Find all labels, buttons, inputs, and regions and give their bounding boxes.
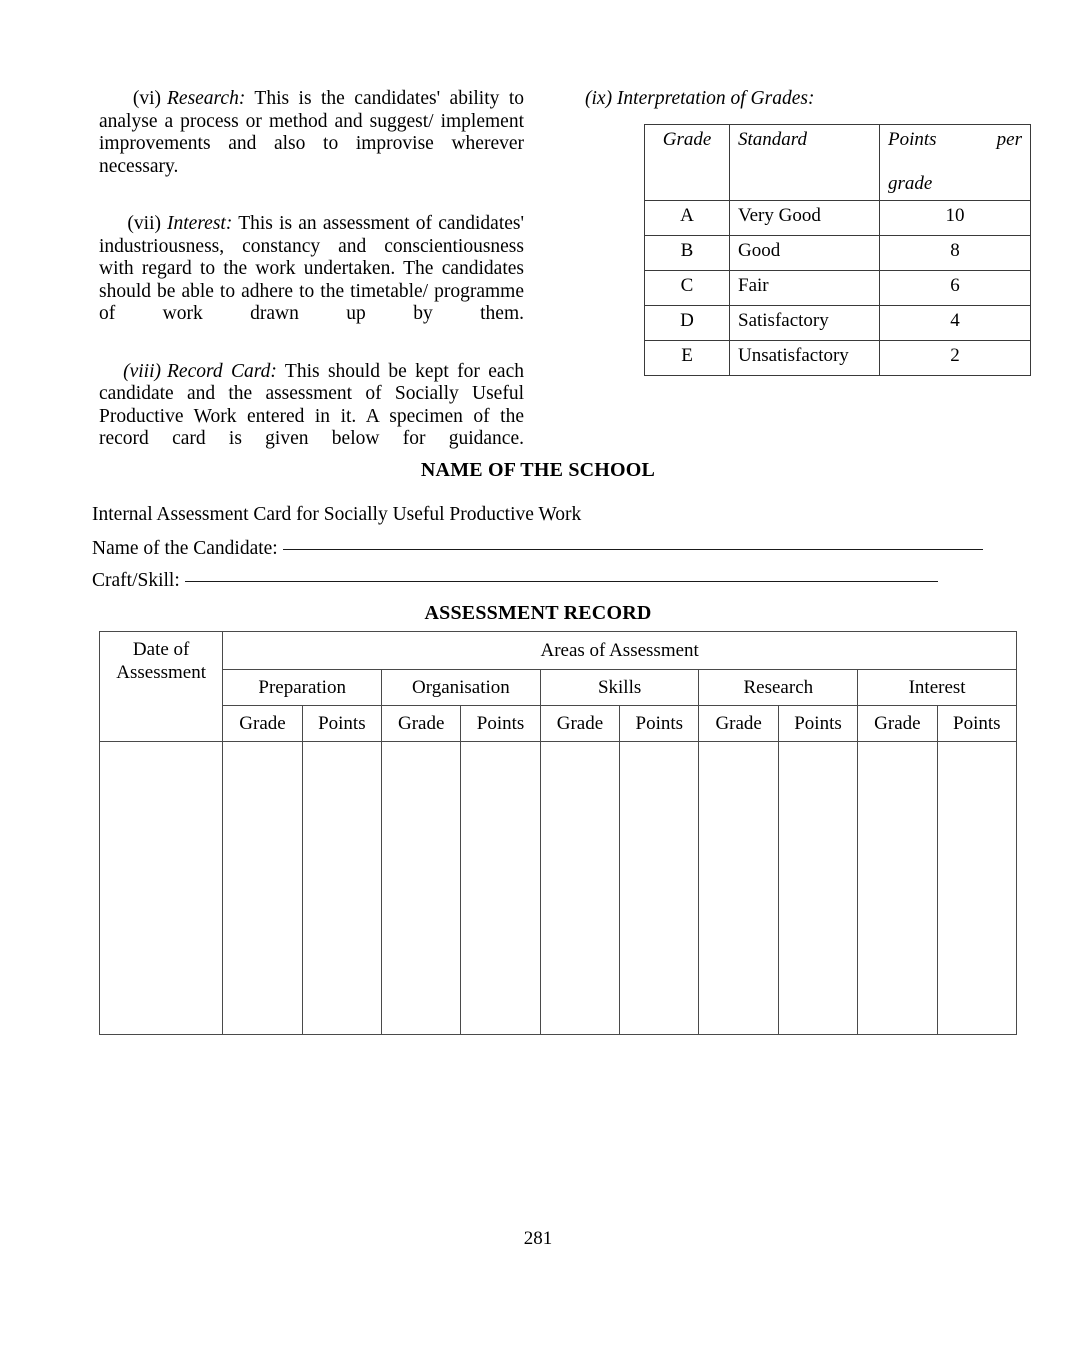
standard-cell: Very Good bbox=[730, 201, 880, 236]
area-header-organisation: Organisation bbox=[382, 670, 541, 706]
craft-skill-field-row bbox=[92, 570, 937, 592]
grades-header-points-word: Points bbox=[888, 129, 937, 150]
list-item bbox=[99, 213, 524, 349]
list-item bbox=[99, 88, 524, 201]
area-header-research: Research bbox=[699, 670, 858, 706]
subheader-points-interest: Points bbox=[937, 706, 1016, 742]
list-item-marker: (vi) bbox=[132, 88, 161, 109]
grades-header-grade: Grade bbox=[645, 125, 730, 201]
list-item-body bbox=[99, 213, 524, 347]
grades-header-points-per-grade bbox=[880, 125, 1031, 201]
grade-cell: E bbox=[645, 341, 730, 376]
area-header-preparation: Preparation bbox=[223, 670, 382, 706]
points-cell: 4 bbox=[880, 306, 1031, 341]
grade-entry-cell[interactable] bbox=[858, 742, 937, 1035]
table-row bbox=[645, 341, 1031, 376]
school-name-heading: NAME OF THE SCHOOL bbox=[420, 459, 656, 481]
grades-header-grade-word: grade bbox=[888, 173, 933, 194]
page-number: 281 bbox=[523, 1228, 553, 1249]
left-text-column bbox=[99, 88, 524, 486]
area-header-skills: Skills bbox=[540, 670, 699, 706]
list-item-body bbox=[99, 361, 524, 472]
standard-cell: Satisfactory bbox=[730, 306, 880, 341]
standard-cell: Fair bbox=[730, 271, 880, 306]
area-header-interest: Interest bbox=[858, 670, 1017, 706]
right-column bbox=[585, 88, 1022, 376]
grade-entry-cell[interactable] bbox=[382, 742, 461, 1035]
assessment-table-body bbox=[100, 742, 1017, 1035]
grades-table-body bbox=[645, 201, 1031, 376]
assessment-table-head bbox=[100, 632, 1017, 742]
grades-table-head bbox=[645, 125, 1031, 201]
date-entry-cell[interactable] bbox=[100, 742, 223, 1035]
candidate-name-label: Name of the Candidate: bbox=[92, 538, 278, 559]
assessment-record-table bbox=[99, 631, 1017, 1035]
grade-entry-cell[interactable] bbox=[699, 742, 778, 1035]
list-item-text: This is the candidates' ability to analyse a process or method and suggest/ implement improvements and also to improvise wherever necessary. bbox=[99, 88, 524, 177]
subheader-points-skills: Points bbox=[620, 706, 699, 742]
grades-interpretation-table bbox=[644, 124, 1031, 376]
interpretation-of-grades-heading: (ix) Interpretation of Grades: bbox=[585, 88, 815, 109]
date-header-line-1: Date of bbox=[132, 639, 190, 660]
grades-header-standard: Standard bbox=[730, 125, 880, 201]
list-item bbox=[99, 361, 524, 474]
areas-of-assessment-header: Areas of Assessment bbox=[223, 632, 1017, 670]
table-row bbox=[645, 201, 1031, 236]
list-item-term: Research: bbox=[167, 88, 246, 109]
grade-entry-cell[interactable] bbox=[223, 742, 302, 1035]
assessment-header-row-3 bbox=[100, 706, 1017, 742]
date-header-line-2: Assessment bbox=[116, 662, 207, 683]
points-cell: 8 bbox=[880, 236, 1031, 271]
points-entry-cell[interactable] bbox=[937, 742, 1016, 1035]
candidate-name-field-row bbox=[92, 538, 937, 560]
craft-skill-label: Craft/Skill: bbox=[92, 570, 180, 591]
internal-assessment-card-line: Internal Assessment Card for Socially Useful Productive Work bbox=[92, 504, 582, 525]
grades-table-header-row bbox=[645, 125, 1031, 201]
subheader-grade-organisation: Grade bbox=[382, 706, 461, 742]
grade-entry-cell[interactable] bbox=[540, 742, 619, 1035]
points-cell: 6 bbox=[880, 271, 1031, 306]
candidate-name-input[interactable] bbox=[283, 548, 983, 550]
list-item-marker: (vii) bbox=[127, 212, 161, 234]
list-item-marker: (viii) bbox=[123, 360, 161, 382]
grades-header-per-word: per bbox=[996, 129, 1022, 150]
points-entry-cell[interactable] bbox=[778, 742, 857, 1035]
points-entry-cell[interactable] bbox=[461, 742, 540, 1035]
list-item-term: Record Card: bbox=[167, 360, 277, 382]
grade-cell: C bbox=[645, 271, 730, 306]
list-item-body bbox=[99, 88, 524, 199]
assessment-header-row-2 bbox=[100, 670, 1017, 706]
grade-cell: D bbox=[645, 306, 730, 341]
subheader-grade-preparation: Grade bbox=[223, 706, 302, 742]
subheader-grade-interest: Grade bbox=[858, 706, 937, 742]
table-row bbox=[645, 236, 1031, 271]
table-row bbox=[645, 271, 1031, 306]
list-item-text: This is an assessment of candidates' industriousness, constancy and conscientiousness with regard to the work undertaken. The candidates should be able to adhere to the timetable/ programme of work drawn up by them. bbox=[99, 212, 524, 325]
subheader-grade-skills: Grade bbox=[540, 706, 619, 742]
table-row bbox=[100, 742, 1017, 1035]
grade-cell: B bbox=[645, 236, 730, 271]
table-row bbox=[645, 306, 1031, 341]
standard-cell: Unsatisfactory bbox=[730, 341, 880, 376]
assessment-record-table-wrapper bbox=[99, 631, 1017, 1035]
standard-cell: Good bbox=[730, 236, 880, 271]
date-of-assessment-header bbox=[100, 632, 223, 742]
craft-skill-input[interactable] bbox=[185, 580, 938, 582]
assessment-header-row-1 bbox=[100, 632, 1017, 670]
subheader-points-research: Points bbox=[778, 706, 857, 742]
points-cell: 10 bbox=[880, 201, 1031, 236]
points-entry-cell[interactable] bbox=[620, 742, 699, 1035]
subheader-points-preparation: Points bbox=[302, 706, 381, 742]
list-item-text: This should be kept for each candidate and the assessment of Socially Useful Productive Work entered in it. A specimen of the record card is given below for guidance. bbox=[99, 360, 524, 450]
points-entry-cell[interactable] bbox=[302, 742, 381, 1035]
assessment-record-heading: ASSESSMENT RECORD bbox=[424, 602, 652, 624]
list-item-term: Interest: bbox=[167, 212, 233, 234]
points-cell: 2 bbox=[880, 341, 1031, 376]
subheader-grade-research: Grade bbox=[699, 706, 778, 742]
grade-cell: A bbox=[645, 201, 730, 236]
subheader-points-organisation: Points bbox=[461, 706, 540, 742]
